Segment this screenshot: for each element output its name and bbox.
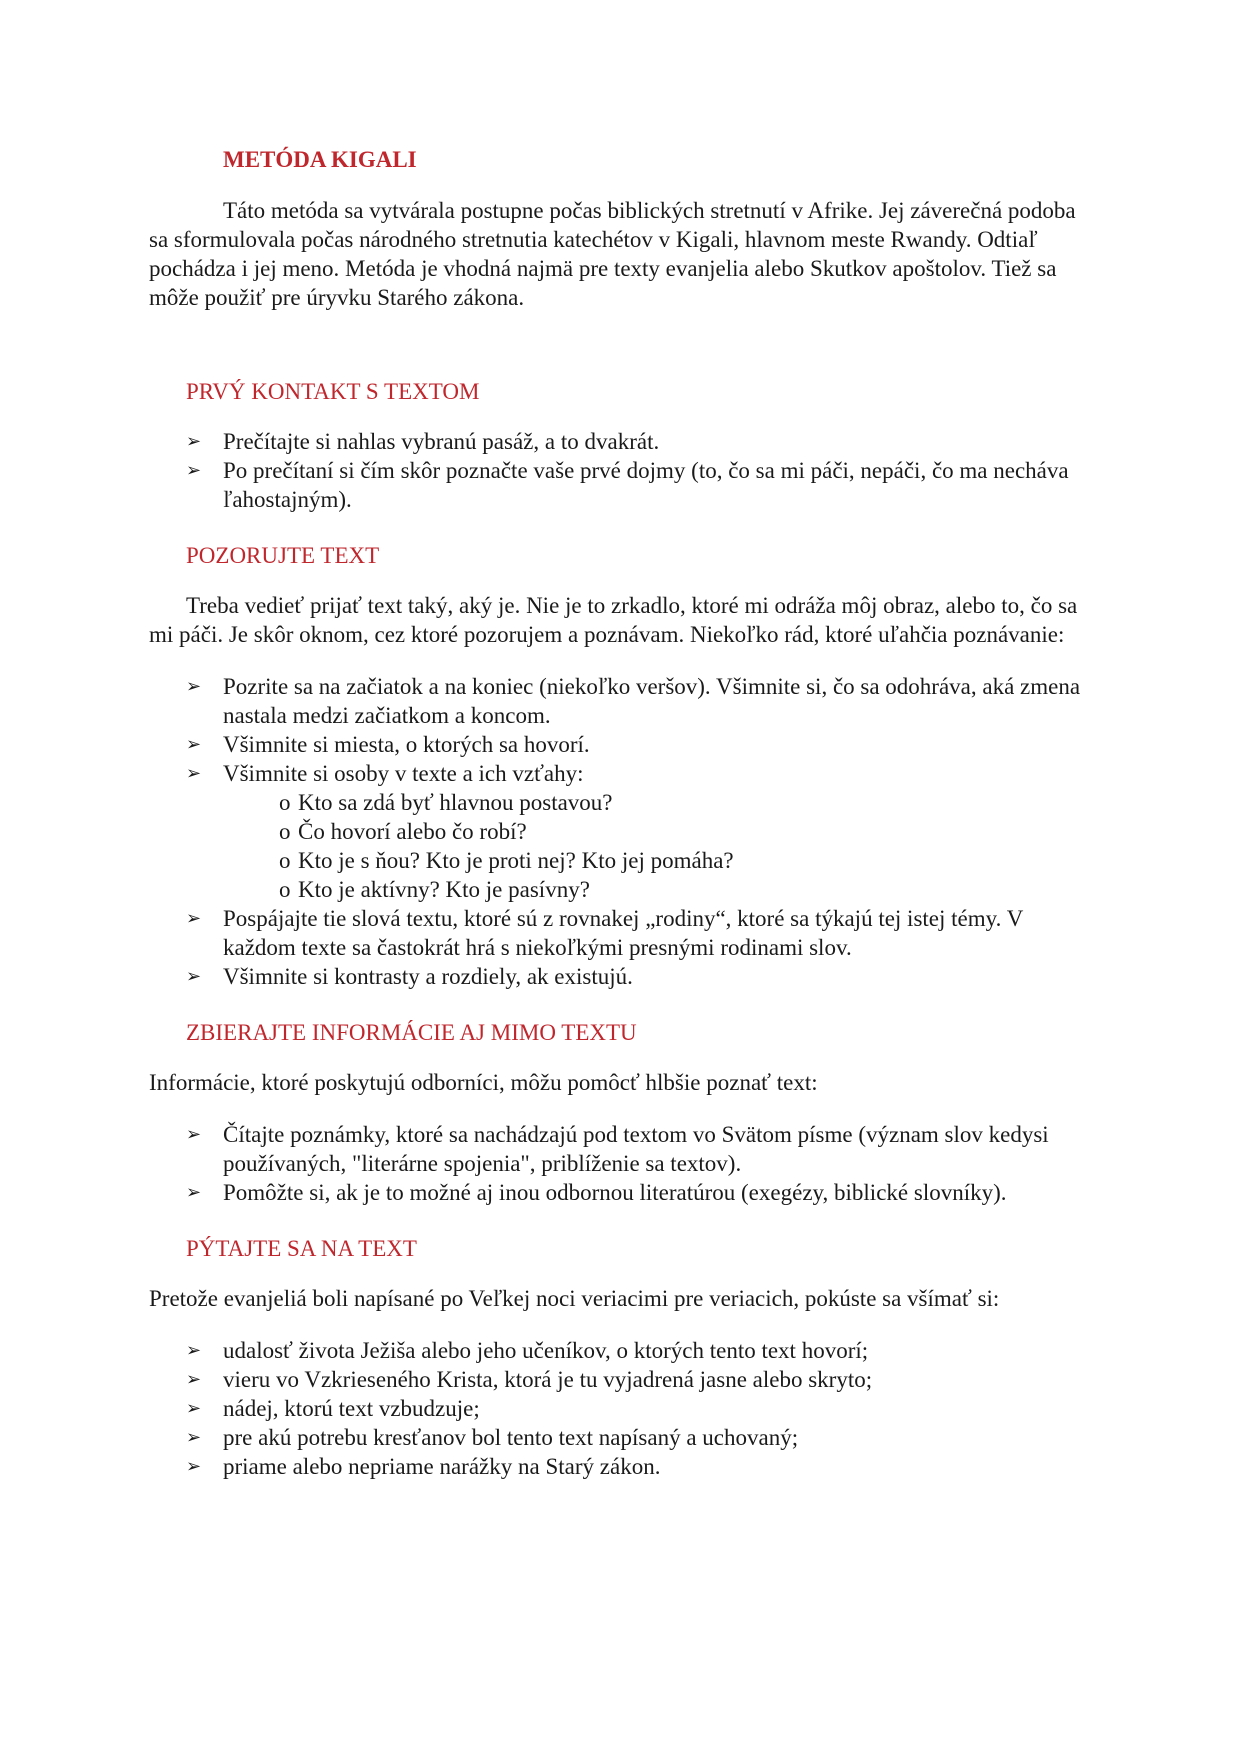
sub-list-item-text: Kto sa zdá byť hlavnou postavou?	[298, 790, 613, 815]
list-item-text: Všimnite si miesta, o ktorých sa hovorí.	[223, 732, 590, 757]
list-item	[186, 456, 1094, 514]
circle-bullet-icon: o	[279, 877, 291, 902]
list-item-text: nádej, ktorú text vzbudzuje;	[223, 1396, 480, 1421]
list-item-text: udalosť života Ježiša alebo jeho učeníkov, o ktorých tento text hovorí;	[223, 1338, 869, 1363]
arrow-bullet-icon: ➢	[186, 1398, 202, 1419]
sub-list-item-text: Kto je aktívny? Kto je pasívny?	[298, 877, 590, 902]
list-item	[186, 1120, 1094, 1178]
arrow-bullet-icon: ➢	[186, 1182, 202, 1203]
list-item-text: Prečítajte si nahlas vybranú pasáž, a to dvakrát.	[223, 429, 660, 454]
list-item	[186, 904, 1094, 962]
arrow-bullet-icon: ➢	[186, 1124, 202, 1145]
list-item	[186, 1423, 1094, 1452]
arrow-bullet-icon: ➢	[186, 763, 202, 784]
list-item-text: Pomôžte si, ak je to možné aj inou odbornou literatúrou (exegézy, biblické slovníky).	[223, 1180, 1007, 1205]
list-item	[186, 1394, 1094, 1423]
sub-list-item	[279, 875, 1094, 904]
sub-list-item	[279, 817, 1094, 846]
list-item	[186, 759, 1094, 904]
list-item	[186, 672, 1094, 730]
list-item-text: Po prečítaní si čím skôr poznačte vaše prvé dojmy (to, čo sa mi páči, nepáči, čo ma necháva ľahostajným).	[223, 458, 1069, 512]
list-item	[186, 962, 1094, 991]
observe-paragraph: Treba vedieť prijať text taký, aký je. Nie je to zrkadlo, ktoré mi odráža môj obraz, alebo to, čo sa mi páči. Je skôr oknom, cez ktoré pozorujem a poznávam. Niekoľko rád, ktoré uľahčia poznávanie:	[149, 593, 1078, 647]
list-item-text: Čítajte poznámky, ktoré sa nachádzajú pod textom vo Svätom písme (význam slov kedysi používaných, "literárne spojenia", priblíženie sa textov).	[223, 1122, 1049, 1176]
document-content	[149, 145, 1094, 1481]
section-heading-gather-info: ZBIERAJTE INFORMÁCIE AJ MIMO TEXTU	[186, 1020, 637, 1045]
sub-list-item-text: Kto je s ňou? Kto je proti nej? Kto jej pomáha?	[298, 848, 734, 873]
list-item-text: Všimnite si kontrasty a rozdiely, ak existujú.	[223, 964, 633, 989]
arrow-bullet-icon: ➢	[186, 460, 202, 481]
gather-info-paragraph: Informácie, ktoré poskytujú odborníci, môžu pomôcť hlbšie poznať text:	[149, 1070, 818, 1095]
circle-bullet-icon: o	[279, 848, 291, 873]
sub-list-item-text: Čo hovorí alebo čo robí?	[298, 819, 527, 844]
section-heading-ask-text: PÝTAJTE SA NA TEXT	[186, 1236, 417, 1261]
list-item-text: Pospájajte tie slová textu, ktoré sú z rovnakej „rodiny“, ktoré sa týkajú tej istej témy. V každom texte sa častokrát hrá s niekoľkými presnými rodinami slov.	[223, 906, 1023, 960]
list-item-text: Všimnite si osoby v texte a ich vzťahy:	[223, 761, 584, 786]
sub-list-persons	[223, 788, 1094, 904]
arrow-bullet-icon: ➢	[186, 1369, 202, 1390]
list-item-text: vieru vo Vzkrieseného Krista, ktorá je tu vyjadrená jasne alebo skryto;	[223, 1367, 873, 1392]
circle-bullet-icon: o	[279, 790, 291, 815]
bullet-list-first-contact	[149, 427, 1094, 514]
arrow-bullet-icon: ➢	[186, 431, 202, 452]
list-item	[186, 730, 1094, 759]
list-item-text: priame alebo nepriame narážky na Starý zákon.	[223, 1454, 661, 1479]
bullet-list-observe	[149, 672, 1094, 991]
section-heading-first-contact: PRVÝ KONTAKT S TEXTOM	[186, 379, 480, 404]
arrow-bullet-icon: ➢	[186, 676, 202, 697]
list-item	[186, 1452, 1094, 1481]
arrow-bullet-icon: ➢	[186, 1427, 202, 1448]
list-item	[186, 427, 1094, 456]
bullet-list-ask-text	[149, 1336, 1094, 1481]
section-heading-observe-text: POZORUJTE TEXT	[186, 543, 380, 568]
list-item	[186, 1365, 1094, 1394]
arrow-bullet-icon: ➢	[186, 1340, 202, 1361]
arrow-bullet-icon: ➢	[186, 966, 202, 987]
sub-list-item	[279, 788, 1094, 817]
intro-paragraph: Táto metóda sa vytvárala postupne počas biblických stretnutí v Afrike. Jej záverečná podoba sa sformulovala počas národného stretnutia katechétov v Kigali, hlavnom meste Rwandy. Odtiaľ pochádza i jej meno. Metóda je vhodná najmä pre texty evanjelia alebo Skutkov apoštolov. Tiež sa môže použiť pre úryvku Starého zákona.	[149, 198, 1076, 310]
arrow-bullet-icon: ➢	[186, 908, 202, 929]
document-title: METÓDA KIGALI	[223, 147, 417, 172]
list-item	[186, 1336, 1094, 1365]
list-item-text: Pozrite sa na začiatok a na koniec (niekoľko veršov). Všimnite si, čo sa odohráva, aká zmena nastala medzi začiatkom a koncom.	[223, 674, 1081, 728]
arrow-bullet-icon: ➢	[186, 734, 202, 755]
arrow-bullet-icon: ➢	[186, 1456, 202, 1477]
sub-list-item	[279, 846, 1094, 875]
ask-text-paragraph: Pretože evanjeliá boli napísané po Veľkej noci veriacimi pre veriacich, pokúste sa všímať si:	[149, 1286, 1000, 1311]
bullet-list-gather-info	[149, 1120, 1094, 1207]
circle-bullet-icon: o	[279, 819, 291, 844]
list-item-text: pre akú potrebu kresťanov bol tento text napísaný a uchovaný;	[223, 1425, 799, 1450]
list-item	[186, 1178, 1094, 1207]
